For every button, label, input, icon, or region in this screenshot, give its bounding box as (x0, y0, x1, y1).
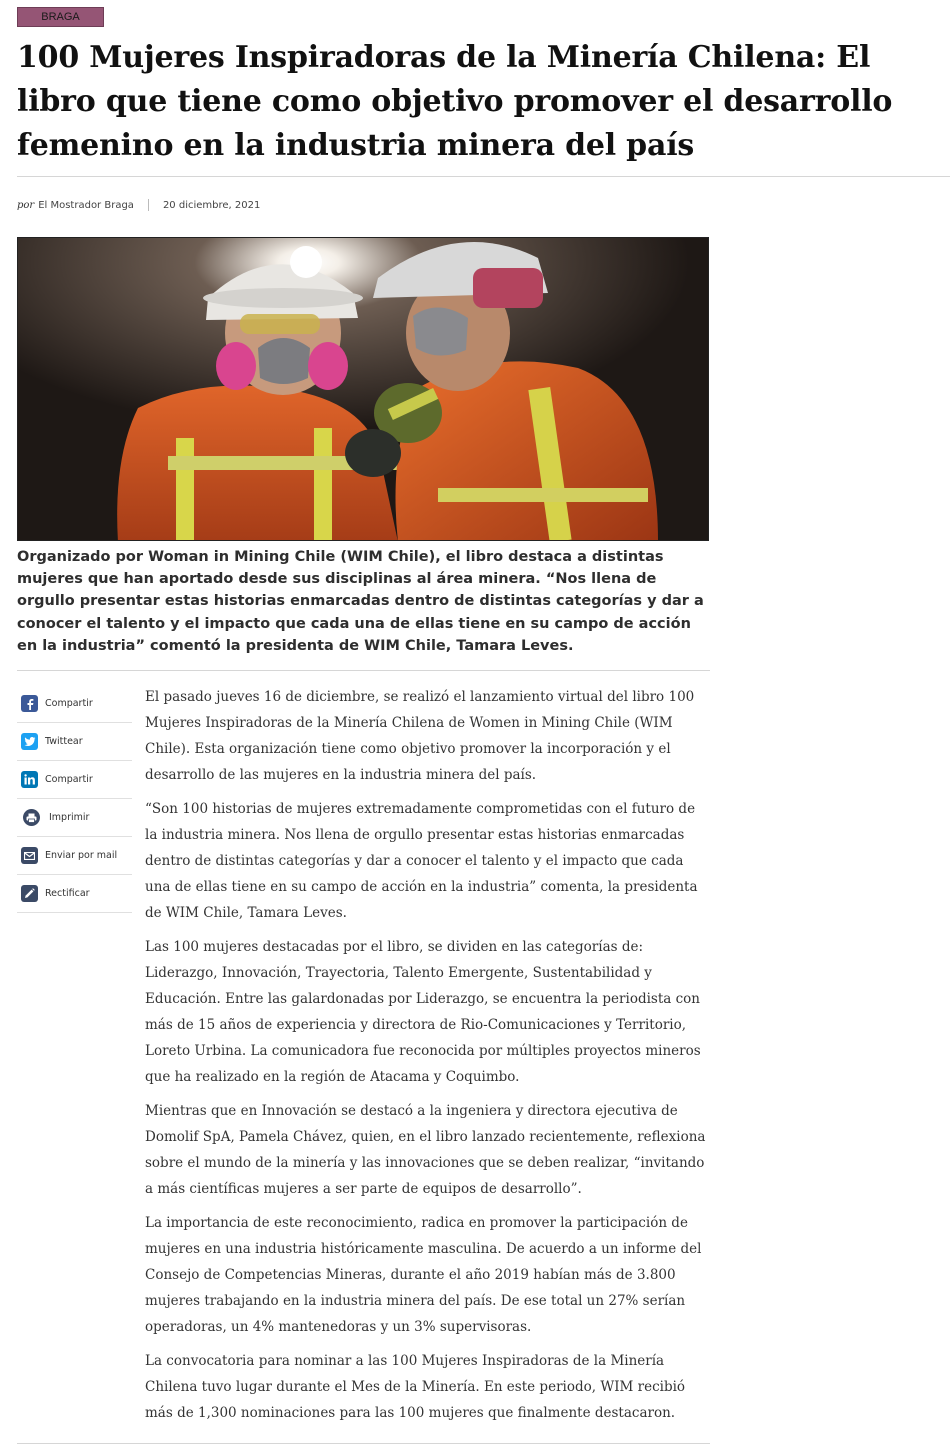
share-twitter-label: Twittear (45, 736, 83, 747)
byline-separator (148, 199, 149, 211)
mail-icon (21, 847, 38, 864)
article-body (145, 684, 710, 1434)
miners-photo (18, 238, 709, 541)
twitter-icon (21, 733, 38, 750)
share-email[interactable] (17, 837, 132, 875)
print-icon (23, 809, 40, 826)
article-bottom-divider (17, 1443, 710, 1444)
facebook-icon (21, 695, 38, 712)
linkedin-icon (21, 771, 38, 788)
author-link[interactable]: El Mostrador Braga (38, 199, 134, 211)
share-print-label: Imprimir (49, 812, 90, 823)
share-print[interactable] (17, 799, 132, 837)
share-linkedin[interactable] (17, 761, 132, 799)
paragraph: Las 100 mujeres destacadas por el libro, se dividen en las categorías de: Liderazgo, Innovación, Trayectoria, Talento Emergente, Sustentabilidad y Educación. Entre las galardonadas por Liderazgo, se encuentra la periodista con más de 15 años de experiencia y directora de Rio-Comunicaciones y Territorio, Loreto Urbina. La comunicadora fue reconocida por múltiples proyectos mineros que ha realizado en la región de Atacama y Coquimbo. (145, 939, 701, 1085)
caption-divider (17, 670, 710, 671)
share-twitter[interactable] (17, 723, 132, 761)
section-tag[interactable]: BRAGA (17, 7, 104, 27)
paragraph: “Son 100 historias de mujeres extremadamente comprometidas con el futuro de la industria minera. Nos llena de orgullo presentar estas historias enmarcadas dentro de distintas categorías y dar a conocer el talento y el impacto que cada una de ellas tiene en su campo de acción en la industria” comenta, la presidenta de WIM Chile, Tamara Leves. (145, 801, 698, 921)
article-headline: 100 Mujeres Inspiradoras de la Minería Chilena: El libro que tiene como objetivo promover el desarrollo femenino en la industria minera del país (17, 40, 893, 163)
edit-icon (21, 885, 38, 902)
share-rectify-label: Rectificar (45, 888, 90, 899)
byline-prefix: por (17, 199, 35, 211)
share-email-label: Enviar por mail (45, 850, 118, 861)
paragraph: La importancia de este reconocimiento, radica en promover la participación de mujeres en una industria históricamente masculina. De acuerdo a un informe del Consejo de Competencias Mineras, durante el año 2019 habían más de 3.800 mujeres trabajando en la industria minera del país. De ese total un 27% serían operadoras, un 4% mantenedoras y un 3% supervisoras. (145, 1215, 702, 1335)
share-facebook-label: Compartir (45, 698, 93, 709)
paragraph: Mientras que en Innovación se destacó a la ingeniera y directora ejecutiva de Domolif SpA, Pamela Chávez, quien, en el libro lanzado recientemente, reflexiona sobre el mundo de la minería y las innovaciones que se deben realizar, “invitando a más científicas mujeres a ser parte de equipos de desarrollo”. (145, 1103, 706, 1197)
paragraph: El pasado jueves 16 de diciembre, se realizó el lanzamiento virtual del libro 100 Mujeres Inspiradoras de la Minería Chilena de Women in Mining Chile (WIM Chile). Esta organización tiene como objetivo promover la incorporación y el desarrollo de las mujeres en la industria minera del país. (145, 689, 695, 783)
paragraph: La convocatoria para nominar a las 100 Mujeres Inspiradoras de la Minería Chilena tuvo lugar durante el Mes de la Minería. En este periodo, WIM recibió más de 1,300 nominaciones para las 100 mujeres que finalmente destacaron. (145, 1353, 686, 1421)
hero-caption: Organizado por Woman in Mining Chile (WIM Chile), el libro destaca a distintas mujeres que han aportado desde sus disciplinas al área minera. “Nos llena de orgullo presentar estas historias enmarcadas dentro de distintas categorías y dar a conocer el talento y el impacto que cada una de ellas tiene en su campo de acción en la industria” comentó la presidenta de WIM Chile, Tamara Leves. (17, 549, 704, 654)
byline (17, 199, 260, 211)
headline-divider (17, 176, 950, 177)
hero-image (17, 237, 709, 541)
share-facebook[interactable] (17, 685, 132, 723)
publish-date: 20 diciembre, 2021 (162, 199, 261, 211)
share-linkedin-label: Compartir (45, 774, 93, 785)
share-rectify[interactable] (17, 875, 132, 913)
share-sidebar (17, 685, 132, 913)
